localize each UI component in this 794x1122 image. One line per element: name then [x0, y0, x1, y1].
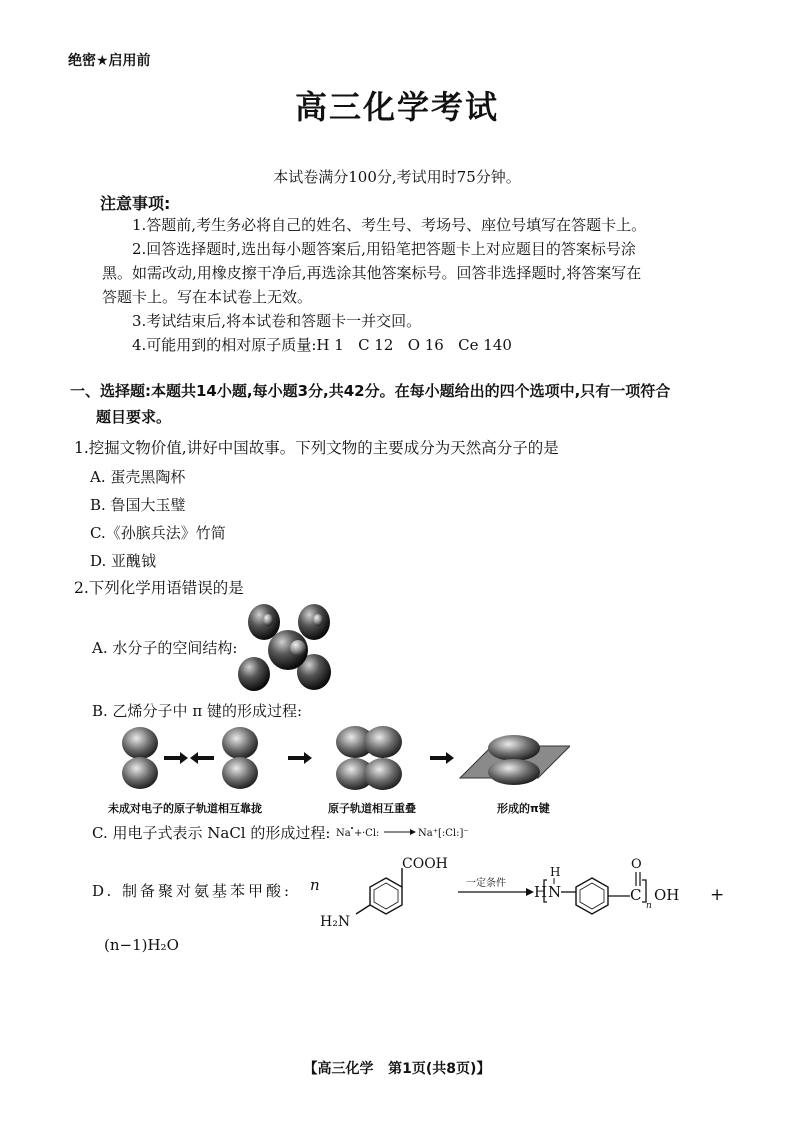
- section-1-heading-cont: 题目要求。: [96, 408, 172, 426]
- note-item-4: 4.可能用到的相对原子质量:H 1 C 12 O 16 Ce 140: [132, 336, 512, 354]
- benzene-ring-product: [576, 878, 630, 914]
- product-h: H: [534, 883, 548, 901]
- q2-option-b-text: B. 乙烯分子中 π 键的形成过程:: [92, 702, 303, 720]
- score-time-line: 本试卷满分100分,考试用时75分钟。: [273, 168, 521, 186]
- q2-option-d-text: D. 制备聚对氨基苯甲酸:: [92, 882, 293, 900]
- page-footer: 【高三化学 第1页(共8页)】: [303, 1061, 491, 1077]
- section-1-heading: 一、选择题:本题共14小题,每小题3分,共42分。在每小题给出的四个选项中,只有一项符合: [70, 382, 671, 400]
- arrow-right-icon-2: [430, 752, 454, 764]
- q1-option-b: B. 鲁国大玉璧: [90, 496, 186, 514]
- reactant-coefficient: n: [310, 876, 320, 894]
- note-item-3: 3.考试结束后,将本试卷和答题卡一并交回。: [132, 312, 422, 330]
- nacl-electron-formula: [336, 822, 476, 842]
- carbonyl-oxygen: O: [631, 857, 642, 872]
- water-byproduct: (n−1)H₂O: [104, 936, 179, 954]
- svg-text:·Cl:: ·Cl:: [362, 828, 380, 839]
- svg-text:+: +: [354, 828, 363, 839]
- svg-text:C: C: [630, 886, 642, 904]
- caption-orbitals-overlap: 原子轨道相互重叠: [328, 802, 416, 815]
- cooh-group: COOH: [402, 856, 448, 872]
- p-orbital-right: [222, 727, 258, 789]
- plus-sign: +: [710, 885, 725, 905]
- caption-pi-bond: 形成的π键: [497, 802, 550, 815]
- svg-text:Na: Na: [336, 828, 351, 839]
- confidential-label: 绝密★启用前: [68, 53, 151, 69]
- product-oh: OH: [654, 886, 680, 904]
- approach-arrows-icon: [164, 752, 214, 764]
- amino-group: H₂N: [320, 914, 351, 930]
- pi-bond-formation-diagram: [100, 726, 570, 794]
- q1-option-a: A. 蛋壳黑陶杯: [90, 468, 186, 486]
- note-item-2-line-1: 2.回答选择题时,选出每小题答案后,用铅笔把答题卡上对应题目的答案标号涂: [132, 240, 636, 258]
- note-item-2-line-3: 答题卡上。写在本试卷上无效。: [102, 288, 313, 306]
- nh-hydrogen: H: [550, 865, 561, 879]
- q1-option-c: C.《孙膑兵法》竹简: [90, 524, 226, 542]
- note-item-2-line-2: 黑。如需改动,用橡皮擦干净后,再选涂其他答案标号。回答非选择题时,将答案写在: [102, 264, 642, 282]
- polymer-subscript-n: n: [646, 901, 652, 911]
- q2-option-c-text: C. 用电子式表示 NaCl 的形成过程:: [92, 824, 331, 842]
- exam-title: 高三化学考试: [294, 88, 499, 126]
- svg-text:N: N: [548, 883, 562, 901]
- q2-option-a-text: A. 水分子的空间结构:: [92, 639, 238, 657]
- water-molecule-model-image: [232, 600, 344, 698]
- arrow-right-icon: [288, 752, 312, 764]
- nacl-product-text: Na⁺[:Cl:]⁻: [418, 828, 469, 839]
- overlapping-orbitals: [336, 726, 402, 790]
- p-orbital-left: [122, 727, 158, 789]
- caption-orbitals-approach: 未成对电子的原子轨道相互靠拢: [108, 802, 262, 815]
- pi-bond-result: [460, 735, 570, 785]
- benzene-ring-reactant: [356, 868, 402, 914]
- note-item-1: 1.答题前,考生务必将自己的姓名、考生号、考场号、座位号填写在答题卡上。: [132, 216, 647, 234]
- reaction-condition: 一定条件: [466, 878, 506, 889]
- notes-heading: 注意事项:: [100, 194, 171, 213]
- polymerization-equation: [270, 852, 740, 932]
- q1-option-d: D. 亚醜钺: [90, 552, 157, 570]
- question-2-stem: 2.下列化学用语错误的是: [74, 579, 244, 597]
- question-1-stem: 1.挖掘文物价值,讲好中国故事。下列文物的主要成分为天然高分子的是: [74, 439, 559, 457]
- reaction-arrow: [458, 888, 534, 896]
